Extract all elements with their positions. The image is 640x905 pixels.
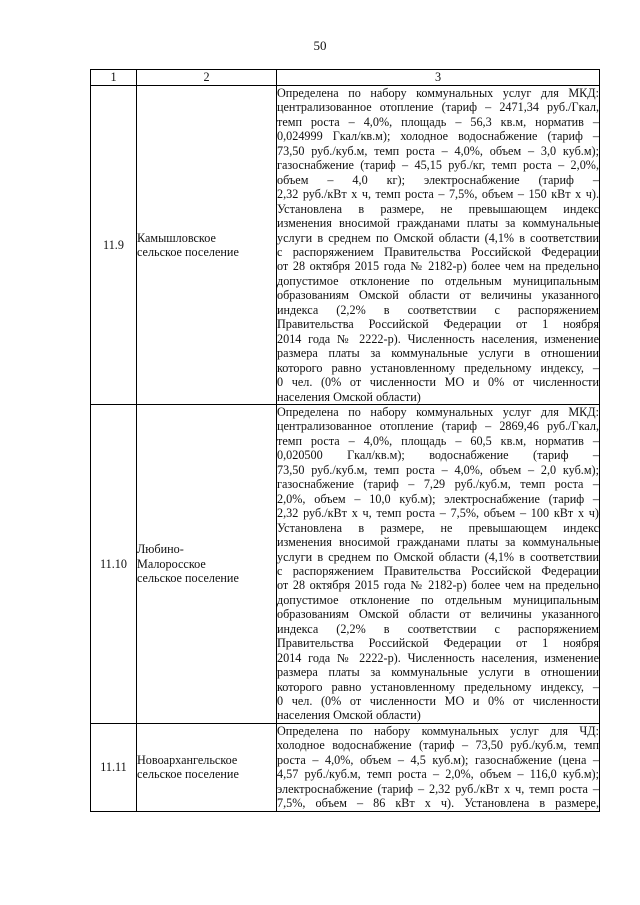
row-number: 11.11 — [91, 723, 137, 811]
description-line: населения Омской области) — [277, 389, 421, 404]
description-line: Правительства Российской Федерации от 1 ноября — [277, 317, 599, 332]
description-line: населения Омской области) — [277, 708, 421, 723]
description-line: 0 чел. (0% от численности МО и 0% от численности — [277, 694, 599, 709]
description-line: размера платы за коммунальные услуги в отношении — [277, 346, 599, 361]
description-line: образованиям Омской области от величины указанного — [277, 607, 599, 622]
row-number: 11.10 — [91, 404, 137, 723]
description-line: 2014 года № 2222-р). Численность населения, изменение — [277, 650, 599, 665]
description-text — [277, 723, 600, 811]
description-line: Определена по набору коммунальных услуг для МКД: — [277, 86, 599, 100]
settlement-name — [137, 86, 277, 405]
description-line: Установлена в размере, не превышающем индекс — [277, 201, 599, 216]
table-row — [91, 723, 600, 811]
description-line: объем – 4,0 кг); электроснабжение (тариф – — [277, 172, 599, 187]
settlement-name-line: Камышловское — [137, 230, 216, 245]
settlement-name — [137, 723, 277, 811]
row-number: 11.9 — [91, 86, 137, 405]
description-line: 0,024999 Гкал/кв.м); холодное водоснабжение (тариф – — [277, 129, 599, 144]
description-line: 2,0%, объем – 10,0 куб.м); электроснабжение (тариф – — [277, 491, 599, 506]
description-line: 73,50 руб./куб.м, темп роста – 4,0%, объем – 2,0 куб.м); — [277, 462, 599, 477]
description-line: которого равно установленному предельному индексу, – — [277, 360, 599, 375]
description-line: от 28 октября 2015 года № 2182-р) более чем на предельно — [277, 259, 599, 274]
description-line: от 28 октября 2015 года № 2182-р) более чем на предельно — [277, 578, 599, 593]
document-table — [90, 69, 600, 812]
description-line: 2014 года № 2222-р). Численность населения, изменение — [277, 331, 599, 346]
description-line: образованиям Омской области от величины указанного — [277, 288, 599, 303]
description-line: Установлена в размере, не превышающем индекс — [277, 520, 599, 535]
column-header: 3 — [277, 70, 600, 86]
description-text — [277, 86, 600, 405]
description-line: Правительства Российской Федерации от 1 ноября — [277, 636, 599, 651]
description-line: холодное водоснабжение (тариф – 73,50 руб./куб.м, темп — [277, 738, 599, 753]
description-line: 4,57 руб./куб.м, темп роста – 2,0%, объем – 116,0 куб.м); — [277, 767, 599, 782]
settlement-name-line: сельское поселение — [137, 571, 239, 586]
description-line: изменения вносимой гражданами платы за коммунальные — [277, 216, 599, 231]
description-line: 0,020500 Гкал/кв.м); водоснабжение (тариф – — [277, 448, 599, 463]
description-line: 7,5%, объем – 86 кВт х ч). Установлена в размере, — [277, 796, 599, 811]
description-line: 0 чел. (0% от численности МО и 0% от численности — [277, 375, 599, 390]
description-line: размера платы за коммунальные услуги в отношении — [277, 665, 599, 680]
column-header: 1 — [91, 70, 137, 86]
description-line: 2,32 руб./кВт х ч, темп роста – 7,5%, объем – 100 кВт х ч) — [277, 506, 599, 521]
column-header: 2 — [137, 70, 277, 86]
description-line: допустимое отклонение по отдельным муниципальным — [277, 592, 599, 607]
description-line: темп роста – 4,0%, площадь – 60,5 кв.м, норматив – — [277, 433, 599, 448]
settlement-name — [137, 404, 277, 723]
description-line: которого равно установленному предельному индексу, – — [277, 679, 599, 694]
description-line: Определена по набору коммунальных услуг для ЧД: — [277, 723, 599, 738]
description-line: темп роста – 4,0%, площадь – 56,3 кв.м, норматив – — [277, 114, 599, 129]
table-row — [91, 404, 600, 723]
description-line: с распоряжением Правительства Российской Федерации — [277, 244, 599, 259]
description-line: услуги в среднем по Омской области (4,1% в соответствии — [277, 549, 599, 564]
description-line: индекса (2,2% в соответствии с распоряжением — [277, 302, 599, 317]
description-line: услуги в среднем по Омской области (4,1% в соответствии — [277, 230, 599, 245]
settlement-name-line: Новоархангельское — [137, 752, 238, 767]
description-line: роста – 4,0%, объем – 4,5 куб.м); газоснабжение (цена – — [277, 752, 599, 767]
page-number: 50 — [313, 38, 327, 53]
description-line: 2,32 руб./кВт х ч, темп роста – 7,5%, объем – 150 кВт х ч). — [277, 187, 599, 202]
table-row — [91, 86, 600, 405]
description-line: изменения вносимой гражданами платы за коммунальные — [277, 535, 599, 550]
table-header-row — [91, 70, 600, 86]
description-line: индекса (2,2% в соответствии с распоряжением — [277, 621, 599, 636]
settlement-name-line: сельское поселение — [137, 244, 239, 259]
description-line: газоснабжение (тариф – 45,15 руб./кг, темп роста – 2,0%, — [277, 158, 599, 173]
description-line: централизованное отопление (тариф – 2471,34 руб./Гкал, — [277, 100, 599, 115]
description-line: централизованное отопление (тариф – 2869,46 руб./Гкал, — [277, 419, 599, 434]
description-text — [277, 404, 600, 723]
settlement-name-line: Малоросское — [137, 556, 206, 571]
description-line: электроснабжение (тариф – 2,32 руб./кВт х ч, темп роста – — [277, 781, 599, 796]
settlement-name-line: Любино- — [137, 542, 184, 557]
description-line: с распоряжением Правительства Российской Федерации — [277, 563, 599, 578]
description-line: Определена по набору коммунальных услуг для МКД: — [277, 404, 599, 419]
description-line: газоснабжение (тариф – 7,29 руб./куб.м, темп роста – — [277, 477, 599, 492]
settlement-name-line: сельское поселение — [137, 767, 239, 782]
description-line: допустимое отклонение по отдельным муниципальным — [277, 273, 599, 288]
description-line: 73,50 руб./куб.м, темп роста – 4,0%, объем – 3,0 куб.м); — [277, 143, 599, 158]
